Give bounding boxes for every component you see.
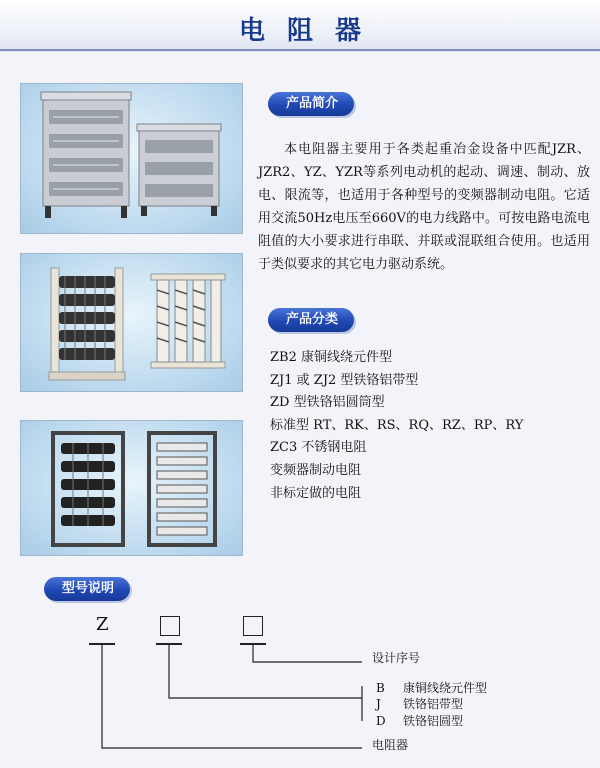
type-code-b: B	[376, 681, 385, 695]
section-title-classification: 产品分类	[268, 308, 354, 332]
section-title-model: 型号说明	[44, 577, 130, 601]
model-code-diagram	[0, 600, 600, 768]
product-photo-cabinets	[20, 83, 243, 234]
header-divider	[0, 49, 600, 51]
type-underline	[156, 643, 182, 645]
list-item: ZJ1 或 ZJ2 型铁铬铝带型	[270, 372, 419, 388]
list-item: 非标定做的电阻	[270, 485, 362, 501]
page-title: 电阻器	[238, 16, 383, 46]
base-label: 电阻器	[372, 738, 409, 752]
prefix-underline	[89, 643, 115, 645]
product-photo-framed-grids	[20, 420, 243, 556]
intro-paragraph: 本电阻器主要用于各类起重冶金设备中匹配JZR、JZR2、YZ、YZR等系列电动机的起动、调速、制动、放电、限流等，也适用于各种型号的变频器制动电阻。它适用交流50Hz电压至660V的电力线路中。可按电路电流电阻值的大小要求进行串联、并联或混联组合使用。也适用于类似要求的其它电力驱动系统。	[258, 142, 590, 272]
type-label-d: 铁铬铝圆型	[403, 714, 464, 728]
list-item: ZC3 不锈钢电阻	[270, 440, 367, 456]
type-code-d: D	[376, 714, 386, 728]
type-label-b: 康铜线绕元件型	[403, 681, 488, 695]
serial-code-box	[243, 616, 263, 636]
list-item: 标准型 RT、RK、RS、RQ、RZ、RP、RY	[270, 417, 524, 433]
product-photo-coil-resistors	[20, 253, 243, 392]
model-code-leader-lines	[0, 600, 600, 768]
type-label-j: 铁铬铝带型	[403, 697, 464, 711]
type-code-j: J	[376, 697, 381, 711]
serial-underline	[240, 643, 266, 645]
list-item: ZD 型铁铬铝圆筒型	[270, 395, 385, 411]
serial-label: 设计序号	[372, 651, 421, 665]
model-prefix: Z	[96, 614, 109, 635]
classification-list	[270, 347, 523, 505]
list-item: ZB2 康铜线绕元件型	[270, 350, 392, 365]
section-title-intro: 产品简介	[268, 92, 354, 116]
list-item: 变频器制动电阻	[270, 462, 362, 478]
type-code-box	[160, 616, 180, 636]
